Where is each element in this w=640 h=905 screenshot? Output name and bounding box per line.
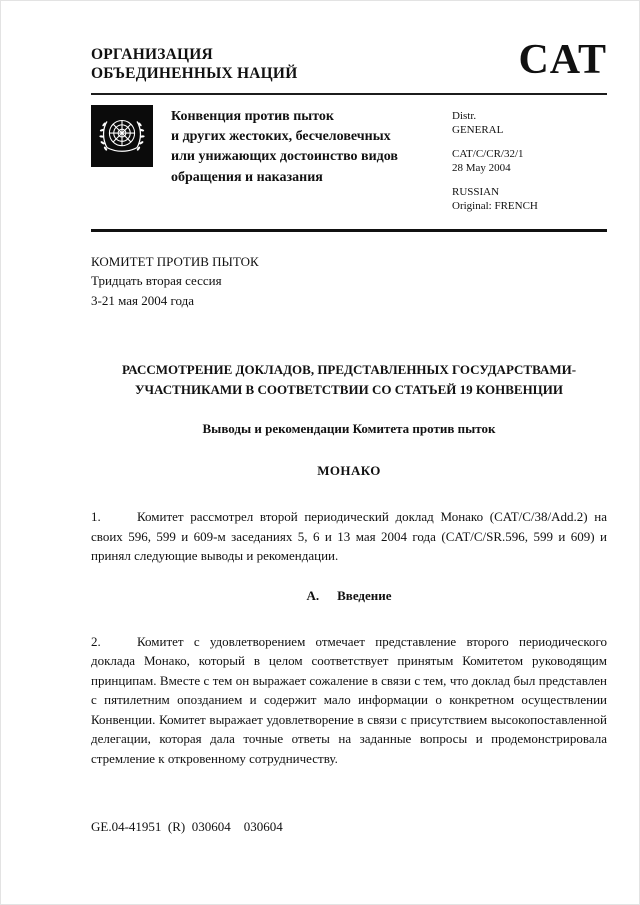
session-dates: 3-21 мая 2004 года: [91, 292, 194, 308]
distribution-block: [452, 105, 607, 213]
country-heading: МОНАКО: [317, 463, 381, 479]
spacer: [452, 137, 607, 147]
paragraph-1: [91, 507, 607, 566]
document-title-line2: УЧАСТНИКАМИ В СООТВЕТСТВИИ СО СТАТЬЕЙ 19 КОНВЕНЦИИ: [134, 381, 564, 397]
paragraph-2-number: 2.: [91, 633, 101, 649]
doc-code: CAT: [518, 37, 607, 83]
paragraph-1-number: 1.: [91, 509, 101, 525]
paragraph-1-text: Комитет рассмотрел второй периодический доклад Монако (CAT/C/38/Add.2) на своих 596, 599 и 609-м заседаниях 5, 6 и 13 мая 2004 года (CAT/C/SR.596, 599 и 609) и принял следующие выводы и рекомендации.: [91, 509, 607, 564]
document-title-line1: РАССМОТРЕНИЕ ДОКЛАДОВ, ПРЕДСТАВЛЕННЫХ ГОСУДАРСТВАМИ-: [121, 362, 577, 378]
footer-reference: GE.04-41951 (R) 030604 030604: [91, 819, 283, 834]
convention-title-line1: Конвенция против пыток: [171, 108, 334, 124]
spacer: [452, 175, 607, 185]
doc-language: RUSSIAN: [452, 185, 500, 198]
document-title: [91, 360, 607, 399]
org-name-line1: ОРГАНИЗАЦИЯ: [91, 46, 213, 63]
session-info: [91, 252, 607, 311]
org-name: [91, 45, 297, 84]
convention-title-line4: обращения и наказания: [171, 169, 323, 185]
distr-label: Distr.: [452, 109, 477, 122]
un-emblem-icon: [91, 105, 153, 167]
doc-date: 28 May 2004: [452, 161, 511, 174]
masthead: [91, 105, 607, 213]
doc-original-language: Original: FRENCH: [452, 199, 538, 212]
divider-masthead: [91, 229, 607, 232]
convention-title-line2: и других жестоких, бесчеловечных: [171, 129, 391, 145]
paragraph-2-text: Комитет с удовлетворением отмечает представление второго периодического доклада Монако, который в целом соответствует принятым Комитетом руководящим принципам. Вместе с тем он выражает сожаление в связи с тем, что доклад был представлен с пятилетним опозданием и содержит мало информации о конкретном осуществлении Конвенции. Комитет выражает удовлетворение в связи с присутствием высокопоставленной делегации, которая дала точные ответы на заданные вопросы и продемонстрировала стремление к откровенному сотрудничеству.: [91, 633, 607, 766]
convention-title-line3: или унижающих достоинство видов: [171, 149, 398, 165]
distr-value: GENERAL: [452, 123, 504, 136]
session-name: Тридцать вторая сессия: [91, 273, 222, 289]
document-header: [91, 37, 607, 84]
section-a-title: Введение: [337, 587, 392, 603]
section-a-label: A.: [306, 587, 320, 603]
document-subtitle: Выводы и рекомендации Комитета против пыток: [202, 421, 496, 437]
divider-top: [91, 93, 607, 95]
convention-title: [171, 105, 452, 213]
paragraph-2: [91, 632, 607, 769]
committee-name: КОМИТЕТ ПРОТИВ ПЫТОК: [91, 253, 259, 269]
section-a-heading: [91, 588, 607, 604]
org-name-line2: ОБЪЕДИНЕННЫХ НАЦИЙ: [91, 65, 298, 83]
doc-symbol: CAT/C/CR/32/1: [452, 147, 524, 160]
